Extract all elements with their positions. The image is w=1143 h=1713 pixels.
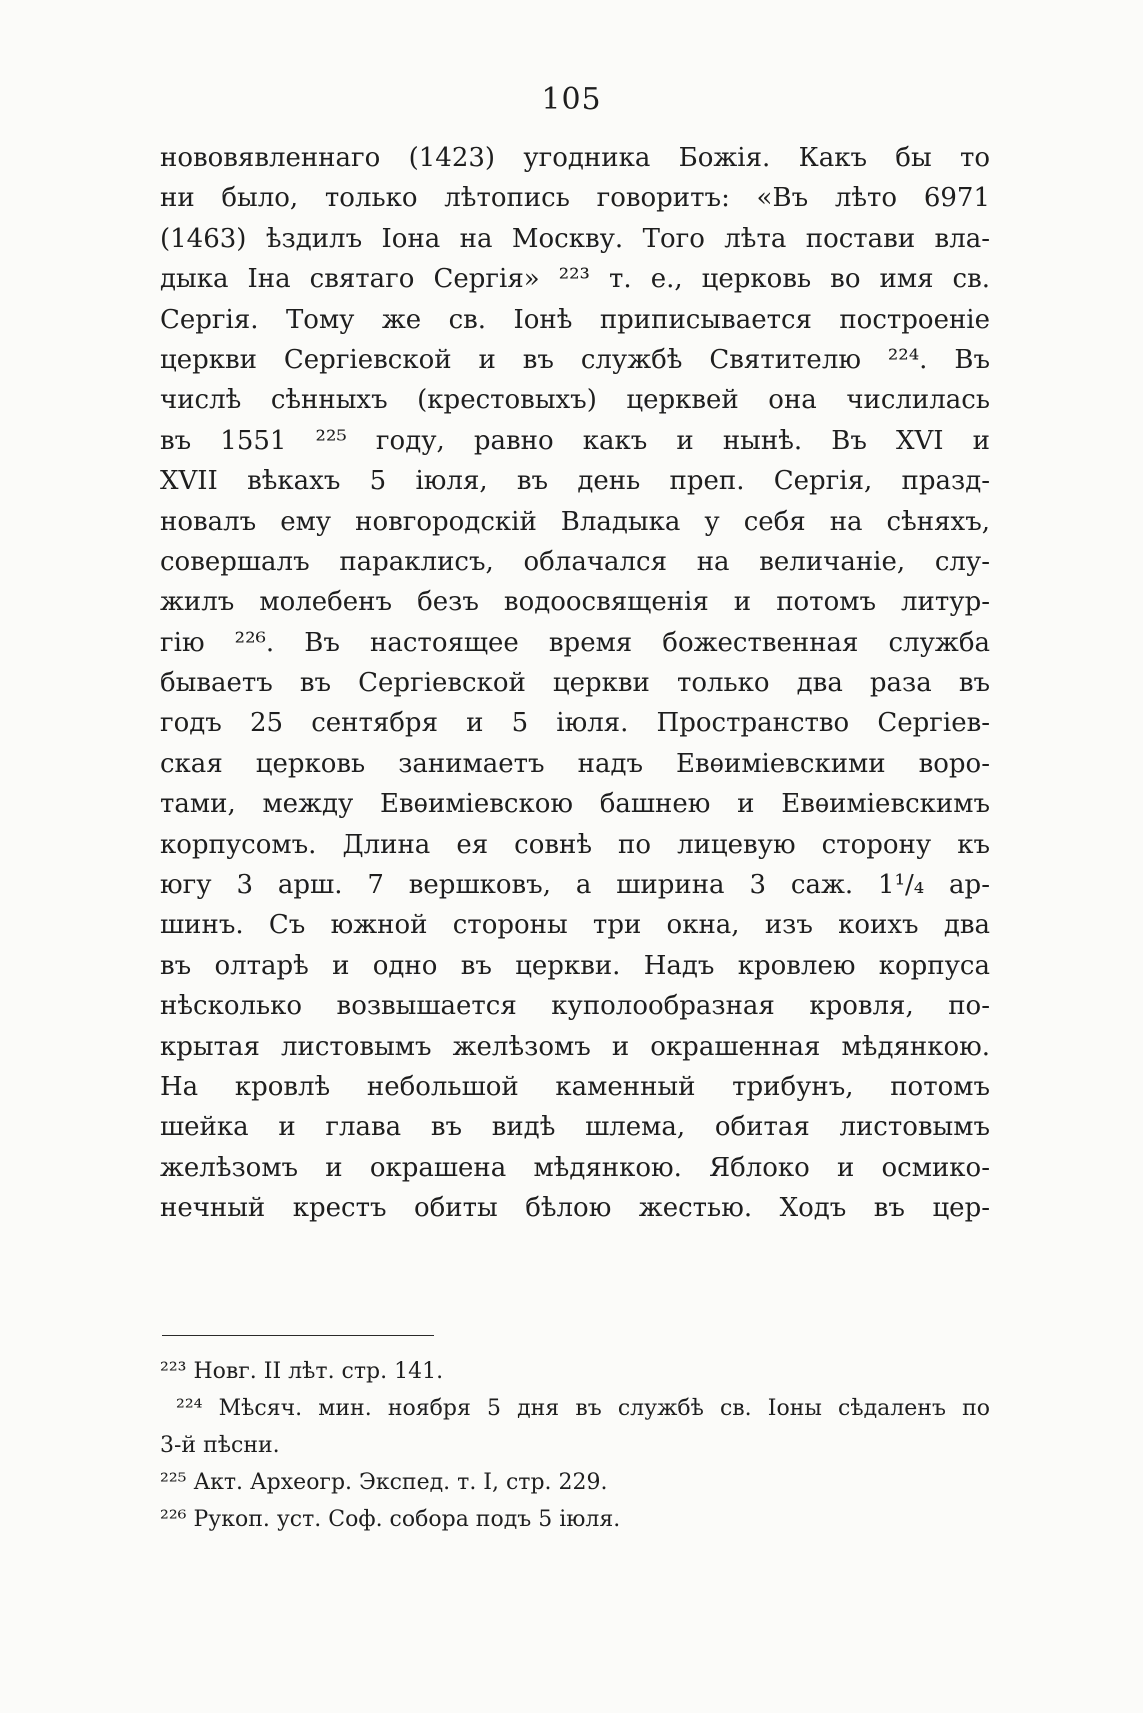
text-line: жилъ молебенъ безъ водоосвященія и потомъ литур- <box>160 587 990 618</box>
body-text <box>160 138 990 1229</box>
footnote-separator <box>162 1335 434 1336</box>
text-line: тами, между Евѳиміевскою башнею и Евѳиміевскимъ <box>160 789 990 820</box>
text-line: крытая листовымъ желѣзомъ и окрашенная мѣдянкою. <box>160 1031 990 1062</box>
text-line: шейка и глава въ видѣ шлема, обитая листовымъ <box>160 1112 990 1143</box>
text-line: корпусомъ. Длина ея совнѣ по лицевую сторону къ <box>160 829 990 860</box>
footnote-224: ²²⁴ Мѣсяч. мин. ноября 5 дня въ службѣ св. Іоны сѣдаленъ по <box>176 1396 990 1421</box>
text-line: бываетъ въ Сергіевской церкви только два раза въ <box>160 668 990 699</box>
text-line: нововявленнаго (1423) угодника Божія. Какъ бы то <box>160 143 990 173</box>
text-line: желѣзомъ и окрашена мѣдянкою. Яблоко и осмико- <box>160 1152 990 1183</box>
text-line: Сергія. Тому же св. Іонѣ приписывается построеніе <box>160 304 990 335</box>
text-line: новалъ ему новгородскій Владыка у себя на сѣняхъ, <box>160 506 990 537</box>
text-line: гію ²²⁶. Въ настоящее время божественная служба <box>160 627 990 658</box>
footnotes <box>160 1353 990 1538</box>
text-line: нечный крестъ обиты бѣлою жестью. Ходъ въ цер- <box>160 1193 990 1224</box>
footnote-225: ²²⁵ Акт. Археогр. Экспед. т. I, стр. 229. <box>160 1470 608 1495</box>
text-line: ни было, только лѣтопись говоритъ: «Въ лѣто 6971 <box>160 183 990 214</box>
text-line: ская церковь занимаетъ надъ Евѳиміевскими воро- <box>160 748 990 779</box>
text-line: На кровлѣ небольшой каменный трибунъ, потомъ <box>160 1071 990 1102</box>
text-line: церкви Сергіевской и въ службѣ Святителю ²²⁴. Въ <box>160 344 990 375</box>
text-line: числѣ сѣнныхъ (крестовыхъ) церквей она числилась <box>160 385 990 416</box>
footnote-223: ²²³ Новг. II лѣт. стр. 141. <box>160 1359 444 1384</box>
text-line: шинъ. Съ южной стороны три окна, изъ коихъ два <box>160 910 990 941</box>
page-number: 105 <box>541 82 602 117</box>
text-line: въ олтарѣ и одно въ церкви. Надъ кровлею корпуса <box>160 950 990 981</box>
text-line: годъ 25 сентября и 5 іюля. Пространство Сергіев- <box>160 708 990 739</box>
text-line: XVII вѣкахъ 5 іюля, въ день преп. Сергія, празд- <box>160 466 990 497</box>
text-line: совершалъ параклисъ, облачался на величаніе, слу- <box>160 546 990 577</box>
text-line: югу 3 арш. 7 вершковъ, а ширина 3 саж. 1¹/₄ ар- <box>160 870 990 901</box>
text-line: (1463) ѣздилъ Іона на Москву. Того лѣта постави вла- <box>160 223 990 254</box>
footnote-224-continuation: 3-й пѣсни. <box>160 1433 280 1458</box>
text-line: нѣсколько возвышается куполообразная кровля, по- <box>160 991 990 1022</box>
footnote-226: ²²⁶ Рукоп. уст. Соф. собора подъ 5 іюля. <box>160 1507 621 1532</box>
text-line: въ 1551 ²²⁵ году, равно какъ и нынѣ. Въ XVI и <box>160 425 990 456</box>
text-line: дыка Іна святаго Сергія» ²²³ т. е., церковь во имя св. <box>160 264 990 295</box>
